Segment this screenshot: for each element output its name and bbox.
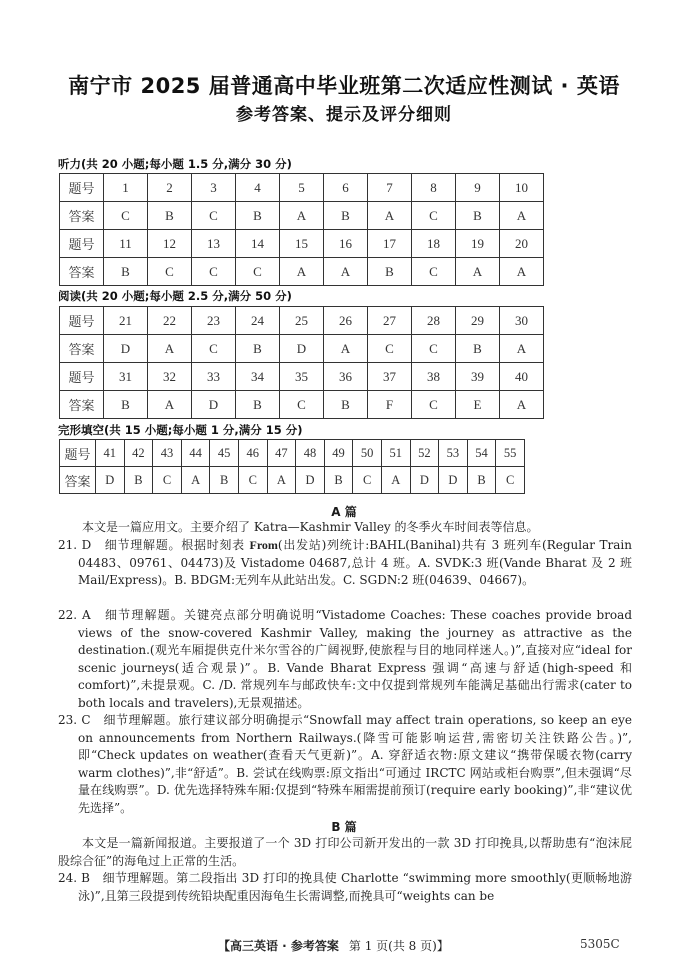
explanation-22: 22. A 细节理解题。关键亮点部分明确说明“Vistadome Coaches: These coaches provide broad views of the snow-covered Kashmir Valley, making the journey as attractive as the destination.(观光车厢提供克什米尔雪谷的广阔视野,使旅程与目的地同样迷人。)”,直接对应“ideal for scenic journeys(适合观景)”。B. Vande Bharat Express 强调“高速与舒适(high-speed 和 comfort)”,未提景观。C. /D. 常规列车与邮政快车:文中仅提到常规列车能满足基础出行需求(cater to both locals and travelers),无景观描述。 bbox=[58, 608, 632, 710]
answer-cell: A bbox=[500, 202, 544, 230]
question-number: 15 bbox=[280, 230, 324, 258]
question-number: 34 bbox=[236, 363, 280, 391]
answer-cell: B bbox=[210, 467, 239, 494]
question-number: 23 bbox=[192, 307, 236, 335]
answer-cell: C bbox=[192, 258, 236, 286]
page-title: 南宁市 2025 届普通高中毕业班第二次适应性测试 · 英语 bbox=[68, 74, 620, 98]
explanation-text: (出发站)列统计:BAHL(Banihal)共有 3 班列车(Regular Train 04483、09761、04473)及 Vistadome 04687,总计 4 班。A. SVDK:3 班(Vande Bharat 及 2 班 Mail/Express)。B. BDGM:无列车从此站出发。C. SGDN:2 班(04639、04667)。 bbox=[78, 538, 632, 587]
explanation-21 bbox=[58, 537, 632, 590]
question-number: 42 bbox=[124, 440, 153, 467]
answer-cell: C bbox=[412, 258, 456, 286]
footer-label: 【高三英语 · 参考答案 bbox=[218, 939, 339, 953]
answer-cell: C bbox=[148, 258, 192, 286]
question-number: 46 bbox=[238, 440, 267, 467]
question-number: 1 bbox=[104, 174, 148, 202]
answer-cell: C bbox=[192, 202, 236, 230]
row-label: 答案 bbox=[60, 391, 104, 419]
answer-cell: A bbox=[368, 202, 412, 230]
row-label: 答案 bbox=[60, 258, 104, 286]
table-row bbox=[60, 202, 544, 230]
answer-cell: C bbox=[280, 391, 324, 419]
answer-cell: C bbox=[238, 467, 267, 494]
answer-cell: A bbox=[324, 258, 368, 286]
passage-a-intro: 本文是一篇应用文。主要介绍了 Katra—Kashmir Valley 的冬季火车时间表等信息。 bbox=[82, 520, 539, 534]
row-label: 题号 bbox=[60, 440, 96, 467]
answer-cell: D bbox=[296, 467, 325, 494]
question-number: 13 bbox=[192, 230, 236, 258]
question-number: 9 bbox=[456, 174, 500, 202]
question-number: 39 bbox=[456, 363, 500, 391]
question-number: 44 bbox=[181, 440, 210, 467]
row-label: 答案 bbox=[60, 202, 104, 230]
question-number: 24 bbox=[236, 307, 280, 335]
question-number: 51 bbox=[381, 440, 410, 467]
question-number: 22 bbox=[148, 307, 192, 335]
question-number: 31 bbox=[104, 363, 148, 391]
question-number: 55 bbox=[496, 440, 525, 467]
page-footer bbox=[218, 937, 449, 954]
answer-cell: A bbox=[381, 467, 410, 494]
passage-b-title: B 篇 bbox=[331, 820, 357, 834]
question-number: 19 bbox=[456, 230, 500, 258]
question-number: 16 bbox=[324, 230, 368, 258]
answer-cell: B bbox=[104, 258, 148, 286]
answer-cell: A bbox=[500, 391, 544, 419]
table-row bbox=[60, 440, 525, 467]
answer-cell: D bbox=[439, 467, 468, 494]
question-number: 11 bbox=[104, 230, 148, 258]
question-number: 54 bbox=[467, 440, 496, 467]
question-number: 25 bbox=[280, 307, 324, 335]
answer-cell: A bbox=[456, 258, 500, 286]
question-number: 6 bbox=[324, 174, 368, 202]
answer-cell: D bbox=[96, 467, 125, 494]
question-number: 40 bbox=[500, 363, 544, 391]
table-row bbox=[60, 307, 544, 335]
question-number: 35 bbox=[280, 363, 324, 391]
answer-cell: B bbox=[236, 391, 280, 419]
listening-answer-table bbox=[59, 173, 544, 286]
question-number: 3 bbox=[192, 174, 236, 202]
answer-cell: C bbox=[368, 335, 412, 363]
question-number: 4 bbox=[236, 174, 280, 202]
question-number: 14 bbox=[236, 230, 280, 258]
answer-cell: A bbox=[500, 335, 544, 363]
answer-cell: C bbox=[236, 258, 280, 286]
answer-cell: A bbox=[148, 335, 192, 363]
question-number: 32 bbox=[148, 363, 192, 391]
answer-cell: B bbox=[324, 391, 368, 419]
answer-cell: C bbox=[412, 202, 456, 230]
answer-cell: B bbox=[324, 467, 353, 494]
answer-cell: E bbox=[456, 391, 500, 419]
answer-cell: B bbox=[236, 202, 280, 230]
table-row bbox=[60, 363, 544, 391]
answer-cell: F bbox=[368, 391, 412, 419]
answer-cell: A bbox=[148, 391, 192, 419]
table-row bbox=[60, 391, 544, 419]
reading-answer-table bbox=[59, 306, 544, 419]
answer-cell: D bbox=[192, 391, 236, 419]
answer-cell: A bbox=[280, 258, 324, 286]
question-number: 20 bbox=[500, 230, 544, 258]
answer-cell: D bbox=[280, 335, 324, 363]
question-number: 47 bbox=[267, 440, 296, 467]
question-number: 12 bbox=[148, 230, 192, 258]
table-row bbox=[60, 174, 544, 202]
question-number: 45 bbox=[210, 440, 239, 467]
question-number: 50 bbox=[353, 440, 382, 467]
question-number: 36 bbox=[324, 363, 368, 391]
answer-cell: C bbox=[153, 467, 182, 494]
question-number: 2 bbox=[148, 174, 192, 202]
row-label: 答案 bbox=[60, 467, 96, 494]
answer-cell: B bbox=[104, 391, 148, 419]
question-number: 21 bbox=[104, 307, 148, 335]
answer-cell: C bbox=[104, 202, 148, 230]
row-label: 题号 bbox=[60, 174, 104, 202]
answer-cell: B bbox=[236, 335, 280, 363]
answer-cell: B bbox=[124, 467, 153, 494]
document-code: 5305C bbox=[580, 937, 620, 951]
table-row bbox=[60, 258, 544, 286]
table-row bbox=[60, 230, 544, 258]
question-number: 29 bbox=[456, 307, 500, 335]
passage-a-title: A 篇 bbox=[331, 505, 357, 519]
cloze-answer-table bbox=[59, 439, 525, 494]
answer-cell: C bbox=[412, 391, 456, 419]
question-number: 28 bbox=[412, 307, 456, 335]
answer-cell: B bbox=[148, 202, 192, 230]
passage-b-intro: 本文是一篇新闻报道。主要报道了一个 3D 打印公司新开发出的一款 3D 打印挽具,以帮助患有“泡沫屁股综合征”的海龟过上正常的生活。 bbox=[58, 836, 632, 868]
question-number: 43 bbox=[153, 440, 182, 467]
cloze-heading: 完形填空(共 15 小题;每小题 1 分,满分 15 分) bbox=[58, 423, 303, 437]
answer-cell: C bbox=[353, 467, 382, 494]
page-number: 第 1 页(共 8 页)】 bbox=[348, 939, 449, 953]
answer-cell: D bbox=[104, 335, 148, 363]
answer-cell: C bbox=[496, 467, 525, 494]
table-row bbox=[60, 335, 544, 363]
question-number: 26 bbox=[324, 307, 368, 335]
question-number: 17 bbox=[368, 230, 412, 258]
question-number: 30 bbox=[500, 307, 544, 335]
explanation-prefix: 21. D 细节理解题。根据时刻表 bbox=[58, 538, 250, 552]
question-number: 5 bbox=[280, 174, 324, 202]
listening-heading: 听力(共 20 小题;每小题 1.5 分,满分 30 分) bbox=[58, 157, 292, 171]
page-subtitle: 参考答案、提示及评分细则 bbox=[236, 105, 452, 125]
question-number: 10 bbox=[500, 174, 544, 202]
question-number: 41 bbox=[96, 440, 125, 467]
answer-cell: C bbox=[192, 335, 236, 363]
row-label: 题号 bbox=[60, 230, 104, 258]
answer-cell: C bbox=[412, 335, 456, 363]
explanation-24: 24. B 细节理解题。第二段指出 3D 打印的挽具使 Charlotte “swimming more smoothly(更顺畅地游泳)”,且第三段提到传统铅块配重因海龟生长需调整,而挽具可“weights can be bbox=[58, 871, 632, 903]
answer-cell: B bbox=[456, 202, 500, 230]
row-label: 题号 bbox=[60, 307, 104, 335]
row-label: 答案 bbox=[60, 335, 104, 363]
answer-cell: B bbox=[456, 335, 500, 363]
question-number: 53 bbox=[439, 440, 468, 467]
table-row bbox=[60, 467, 525, 494]
answer-cell: B bbox=[324, 202, 368, 230]
question-number: 37 bbox=[368, 363, 412, 391]
answer-cell: A bbox=[324, 335, 368, 363]
explanation-23: 23. C 细节理解题。旅行建议部分明确提示“Snowfall may affect train operations, so keep an eye on announcements from Northern Railways.(降雪可能影响运营,需密切关注铁路公告。)”,即“Check updates on weather(查看天气更新)”。A. 穿舒适衣物:原文建议“携带保暖衣物(carry warm clothes)”,非“舒适”。B. 尝试在线购票:原文指出“可通过 IRCTC 网站或柜台购票”,但未强调“尽量在线购票”。D. 优先选择特殊车厢:仅提到“特殊车厢需提前预订(require early booking)”,非“建议优先选择”。 bbox=[58, 713, 632, 815]
answer-cell: A bbox=[280, 202, 324, 230]
answer-cell: A bbox=[267, 467, 296, 494]
explanation-bold-term: From bbox=[249, 538, 278, 552]
reading-heading: 阅读(共 20 小题;每小题 2.5 分,满分 50 分) bbox=[58, 289, 292, 303]
question-number: 8 bbox=[412, 174, 456, 202]
row-label: 题号 bbox=[60, 363, 104, 391]
answer-cell: B bbox=[467, 467, 496, 494]
question-number: 27 bbox=[368, 307, 412, 335]
answer-cell: B bbox=[368, 258, 412, 286]
answer-cell: A bbox=[500, 258, 544, 286]
question-number: 33 bbox=[192, 363, 236, 391]
answer-cell: D bbox=[410, 467, 439, 494]
question-number: 52 bbox=[410, 440, 439, 467]
answer-cell: A bbox=[181, 467, 210, 494]
question-number: 49 bbox=[324, 440, 353, 467]
question-number: 7 bbox=[368, 174, 412, 202]
question-number: 18 bbox=[412, 230, 456, 258]
question-number: 38 bbox=[412, 363, 456, 391]
question-number: 48 bbox=[296, 440, 325, 467]
